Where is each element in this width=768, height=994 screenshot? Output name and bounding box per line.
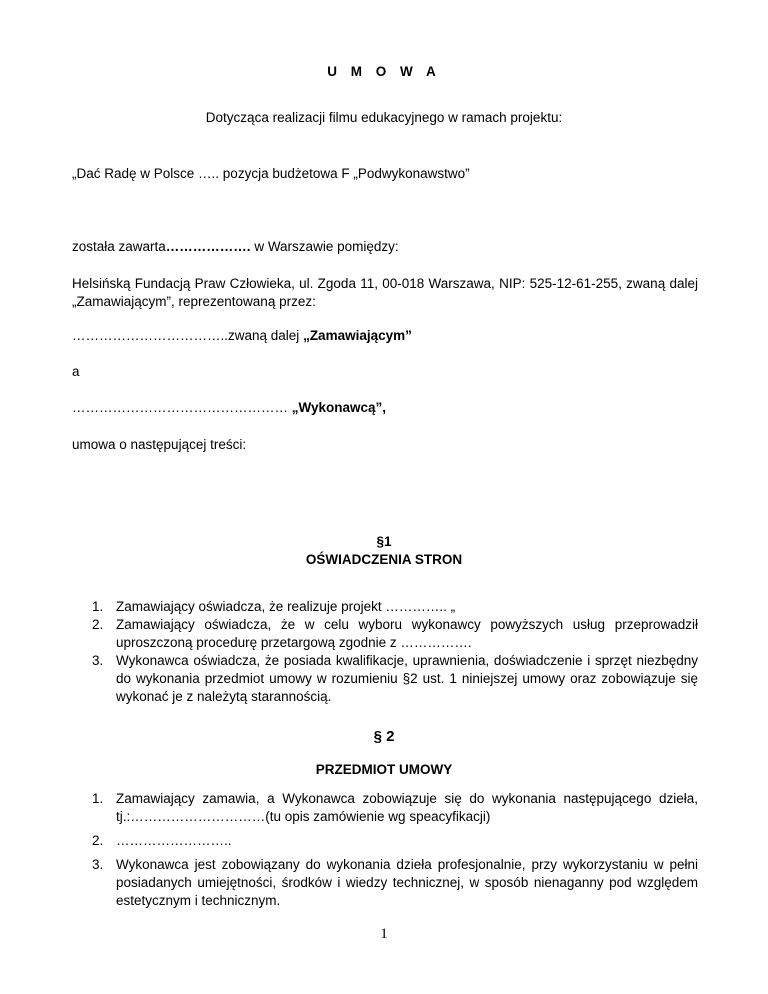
party1-representative bbox=[72, 328, 698, 343]
page-number: 1 bbox=[380, 926, 388, 942]
list-item: 2. …………………….. bbox=[92, 833, 232, 848]
project-line: „Dać Radę w Polsce ….. pozycja budżetowa F „Podwykonawstwo” bbox=[72, 166, 470, 181]
concluded-line bbox=[72, 239, 698, 254]
party2-line bbox=[72, 400, 698, 415]
concluded-suffix: w Warszawie pomiędzy: bbox=[250, 239, 399, 254]
party2-name: „Wykonawcą”, bbox=[291, 400, 387, 415]
concluded-dots: ………………. bbox=[165, 239, 251, 254]
list-item: 3. Wykonawca oświadcza, że posiada kwalifikacje, uprawnienia, doświadczenie i sprzęt niezbędny do wykonania przedmiot umowy w rozumieniu §2 ust. 1 niniejszej umowy oraz zobowiązuje się wykonać je z należytą starannością. bbox=[92, 653, 698, 704]
list-item: 2. Zamawiający oświadcza, że w celu wyboru wykonawcy powyższych usług przeprowadził uproszczoną procedurę przetargową zgodnie z ……………. bbox=[92, 617, 698, 650]
section1-heading: OŚWIADCZENIA STRON bbox=[305, 552, 463, 567]
party1-rep-dots: ……………………………..zwaną dalej bbox=[72, 328, 304, 343]
content-intro: umowa o następującej treści: bbox=[72, 437, 247, 452]
party1-paragraph: Helsińską Fundacją Praw Człowieka, ul. Zgoda 11, 00-018 Warszawa, NIP: 525-12-61-255, zwaną dalej „Zamawiającym”, reprezentowaną przez: bbox=[72, 276, 698, 309]
section2-list bbox=[0, 790, 698, 910]
party2-dots: ………………………………………… bbox=[72, 400, 292, 415]
section2-heading: PRZEDMIOT UMOWY bbox=[315, 762, 453, 777]
section1-list bbox=[0, 598, 698, 706]
list-item: 3. Wykonawca jest zobowiązany do wykonania dzieła profesjonalnie, przy wykorzystaniu w pełni posiadanych umiejętności, środków i wiedzy technicznej, w sposób nienaganny pod względem estetycznym i technicznym. bbox=[92, 857, 698, 908]
document-title: U M O W A bbox=[327, 64, 441, 79]
party1-rep-name: „Zamawiającym” bbox=[303, 328, 412, 343]
list-item: 1. Zamawiający zamawia, a Wykonawca zobowiązuje się do wykonania następującego dzieła, tj.:…………………………(tu opis zamówienie wg speacyfikacji) bbox=[92, 791, 698, 824]
list-item: 1. Zamawiający oświadcza, że realizuje projekt ………….. „ bbox=[92, 599, 456, 614]
section2-number: § 2 bbox=[373, 728, 395, 745]
section1-number: §1 bbox=[376, 534, 392, 549]
concluded-prefix: została zawarta bbox=[72, 239, 166, 254]
and-word: a bbox=[72, 364, 80, 379]
document-subtitle: Dotycząca realizacji filmu edukacyjnego w ramach projektu: bbox=[205, 110, 563, 125]
